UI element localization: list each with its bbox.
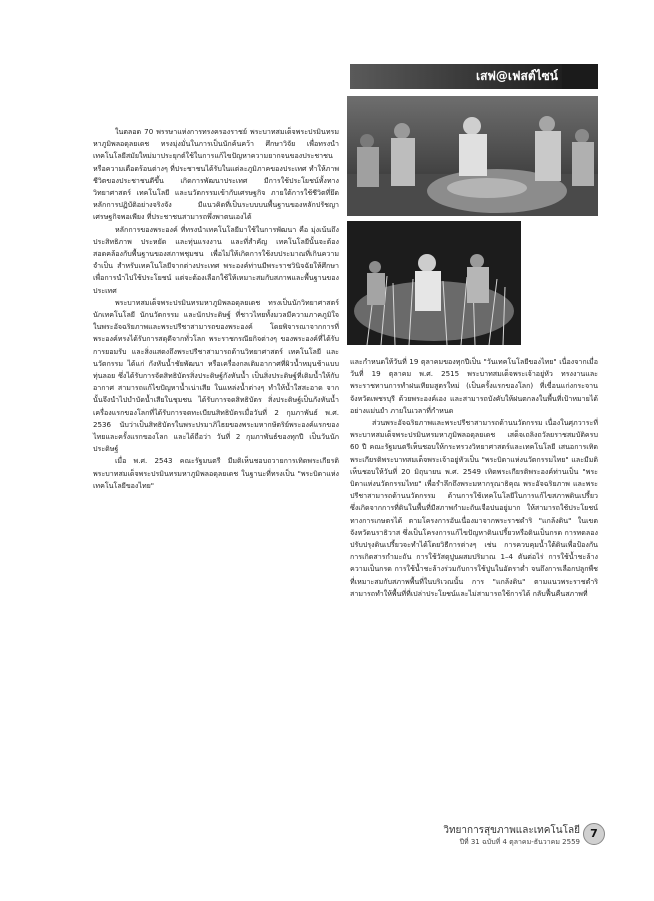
section-header-label: เสฟ@เฟสต์ไซน์ (475, 69, 558, 83)
page-number: 7 (583, 823, 605, 845)
left-paragraph: พระบาทสมเด็จพระปรมินทรมหาภูมิพลอดุลยเดช ทรงเป็นนักวิทยาศาสตร์ นักเทคโนโลยี นักนวัตกรรม และนักประดิษฐ์ ที่ชาวไทยทั้งมวลมีความภาคภูมิใจในพระอัจฉริยภาพและพระปรีชาสามารถของพระองค์ โดยพิจารณาจากการที่พระองค์ทรงได้รับการสดุดีจากทั่วโลก พระราชกรณียกิจต่างๆ ของพระองค์ที่ได้รับการยอมรับ และสิ่งแสดงถึงพระปรีชาสามารถด้านวิทยาศาสตร์ เทคโนโลยี และนวัตกรรม ได้แก่ กังหันน้ำชัยพัฒนา หรือเครื่องกลเติมอากาศที่ผิวน้ำหมุนช้าแบบทุ่นลอย ซึ่งได้รับการจัดสิทธิบัตรสิ่งประดิษฐ์กังหันน้ำ เป็นสิ่งประดิษฐ์ที่เติมน้ำให้กับอากาศ สามารถแก้ไขปัญหาน้ำเน่าเสีย ในแหล่งน้ำต่างๆ ทำให้น้ำใสสะอาด จากนั้นจึงนำไปบำบัดน้ำเสียในชุมชน ได้รับการจดสิทธิบัตร สิ่งประดิษฐ์เป็นกังหันน้ำเครื่องแรกของโลกที่ได้รับการจดทะเบียนสิทธิบัตรเมื่อวันที่ 2 กุมภาพันธ์ พ.ศ. 2536 นับว่าเป็นสิทธิบัตรในพระปรมาภิไธยของพระมหากษัตริย์พระองค์แรกของไทยและครั้งแรกของโลก และได้ถือว่า วันที่ 2 กุมภาพันธ์ของทุกปี เป็นวันนักประดิษฐ์ (93, 297, 339, 454)
section-header-tab (562, 64, 598, 89)
left-paragraph: ในตลอด 70 พรรษาแห่งการทรงครองราชย์ พระบาทสมเด็จพระปรมินทรมหาภูมิพลอดุลยเดช ทรงมุ่งมั่นในการเป็นนักค้นคว้า ศึกษาวิจัย เพื่อทรงนำเทคโนโลยีสมัยใหม่มาประยุกต์ใช้ในการแก้ไขปัญหาความยากจนของประชาชน หรือความเดือดร้อนต่างๆ ที่ประชาชนได้รับในแต่ละภูมิภาคของประเทศ ทำให้ภาพชีวิตของประชาชนดีขึ้น เกิดการพัฒนาประเทศ มีการใช้ประโยชน์ทั้งทางวิทยาศาสตร์ เทคโนโลยี และนวัตกรรมเข้ากับเศรษฐกิจ ภายใต้การใช้ชีวิตที่ยึดหลักการปฏิบัติอย่างจริงจัง มีแนวคิดที่เป็นระบบบนพื้นฐานของหลักปรัชญาเศรษฐกิจพอเพียง ที่ประชาชนสามารถพึ่งพาตนเองได้ (93, 127, 339, 222)
photo-king-rice-field-night (347, 221, 521, 345)
issue-line: ปีที่ 31 ฉบับที่ 4 ตุลาคม-ธันวาคม 2559 (459, 838, 580, 846)
photo-bottom-graphic (347, 221, 521, 345)
article-right-column (350, 356, 598, 818)
right-paragraph: และกำหนดให้วันที่ 19 ตุลาคมของทุกปีเป็น "วันเทคโนโลยีของไทย" เนื่องจากเมื่อวันที่ 19 ตุลาคม พ.ศ. 2515 พระบาทสมเด็จพระเจ้าอยู่หัว ทรงงานและพระราชทานการทำฝนเทียมสูตรใหม่ (เป็นครั้งแรกของโลก) ที่เขื่อนแก่งกระจาน จังหวัดเพชรบุรี ด้วยพระองค์เอง และสามารถบังคับให้ฝนตกลงในพื้นที่เป้าหมายได้อย่างแม่นยำ ภายในเวลาที่กำหนด (350, 357, 598, 415)
left-paragraph: เมื่อ พ.ศ. 2543 คณะรัฐมนตรี มีมติเห็นชอบถวายการเทิดพระเกียรติพระบาทสมเด็จพระปรมินทรมหาภูมิพลอดุลยเดช ในฐานะที่ทรงเป็น "พระบิดาแห่งเทคโนโลยีของไทย" (93, 456, 339, 490)
photo-king-inspecting-crops (347, 96, 598, 216)
article-left-column (93, 126, 339, 826)
left-paragraph: หลักการของพระองค์ ที่ทรงนำเทคโนโลยีมาใช้ในการพัฒนา คือ มุ่งเน้นถึงประสิทธิภาพ ประหยัด และทุ่นแรงงาน และที่สำคัญ เทคโนโลยีนั้นจะต้องสอดคล้องกับพื้นฐานของสภาพชุมชน เพื่อไม่ให้เกิดการใช้งบประมาณที่เกินความจำเป็น สำหรับเทคโนโลยีจากต่างประเทศ พระองค์ท่านมีพระราชวินิจฉัยให้ศึกษา เพื่อการนำไปใช้ประโยชน์ แต่จะต้องเลือกใช้ให้เหมาะสมกับสภาพและพื้นฐานของประเทศ (93, 224, 339, 295)
magazine-title: วิทยาการสุขภาพและเทคโนโลยี (443, 825, 580, 836)
photo-top-graphic (347, 96, 598, 216)
right-paragraph: ส่วนพระอัจฉริยภาพและพระปรีชาสามารถด้านนวัตกรรม เนื่องในศุภวาระที่พระบาทสมเด็จพระปรมินทรมหาภูมิพลอดุลยเดช เสด็จเถลิงถวัลยราชสมบัติครบ 60 ปี คณะรัฐมนตรีเห็นชอบให้กระทรวงวิทยาศาสตร์และเทคโนโลยี เสนอการเทิดพระเกียรติพระบาทสมเด็จพระเจ้าอยู่หัวเป็น "พระบิดาแห่งนวัตกรรมไทย" และมีมติเห็นชอบให้วันที่ 20 มิถุนายน พ.ศ. 2549 เทิดพระเกียรติพระองค์ท่านเป็น "พระบิดาแห่งนวัตกรรมไทย" เพื่อรำลึกถึงพระมหากรุณาธิคุณ พระอัจฉริยภาพ และพระปรีชาสามารถด้านนวัตกรรม ด้านการใช้เทคโนโลยีในการแก้ไขสภาพดินเปรี้ยว ซึ่งเกิดจากการที่ดินในพื้นที่มีสภาพกำมะถันเจือปนอยู่มาก ให้สามารถใช้ประโยชน์ทางการเกษตรได้ ตามโครงการอันเนื่องมาจากพระราชดำริ "แกล้งดิน" ในเขตจังหวัดนราธิวาส ซึ่งเป็นโครงการแก้ไขปัญหาดินเปรี้ยวหรือดินเป็นกรด การทดลองปรับปรุงดินเปรี้ยวจะทำได้โดยวิธีการต่างๆ เช่น การควบคุมน้ำใต้ดินเพื่อป้องกันการเกิดสารกำมะถัน การใช้วัสดุปูนผสมปริมาณ 1–4 ตันต่อไร่ การใช้น้ำชะล้างความเป็นกรด การใช้น้ำชะล้างร่วมกับการใช้ปูนในอัตราต่ำ จนถึงการเลือกปลูกพืชที่เหมาะสมกับสภาพพื้นที่ในบริเวณนั้น การ "แกล้งดิน" ตามแนวพระราชดำริสามารถทำให้พื้นที่ที่เปล่าประโยชน์และไม่สามารถใช้การได้ กลับฟื้นคืนสภาพที่ (350, 418, 598, 598)
